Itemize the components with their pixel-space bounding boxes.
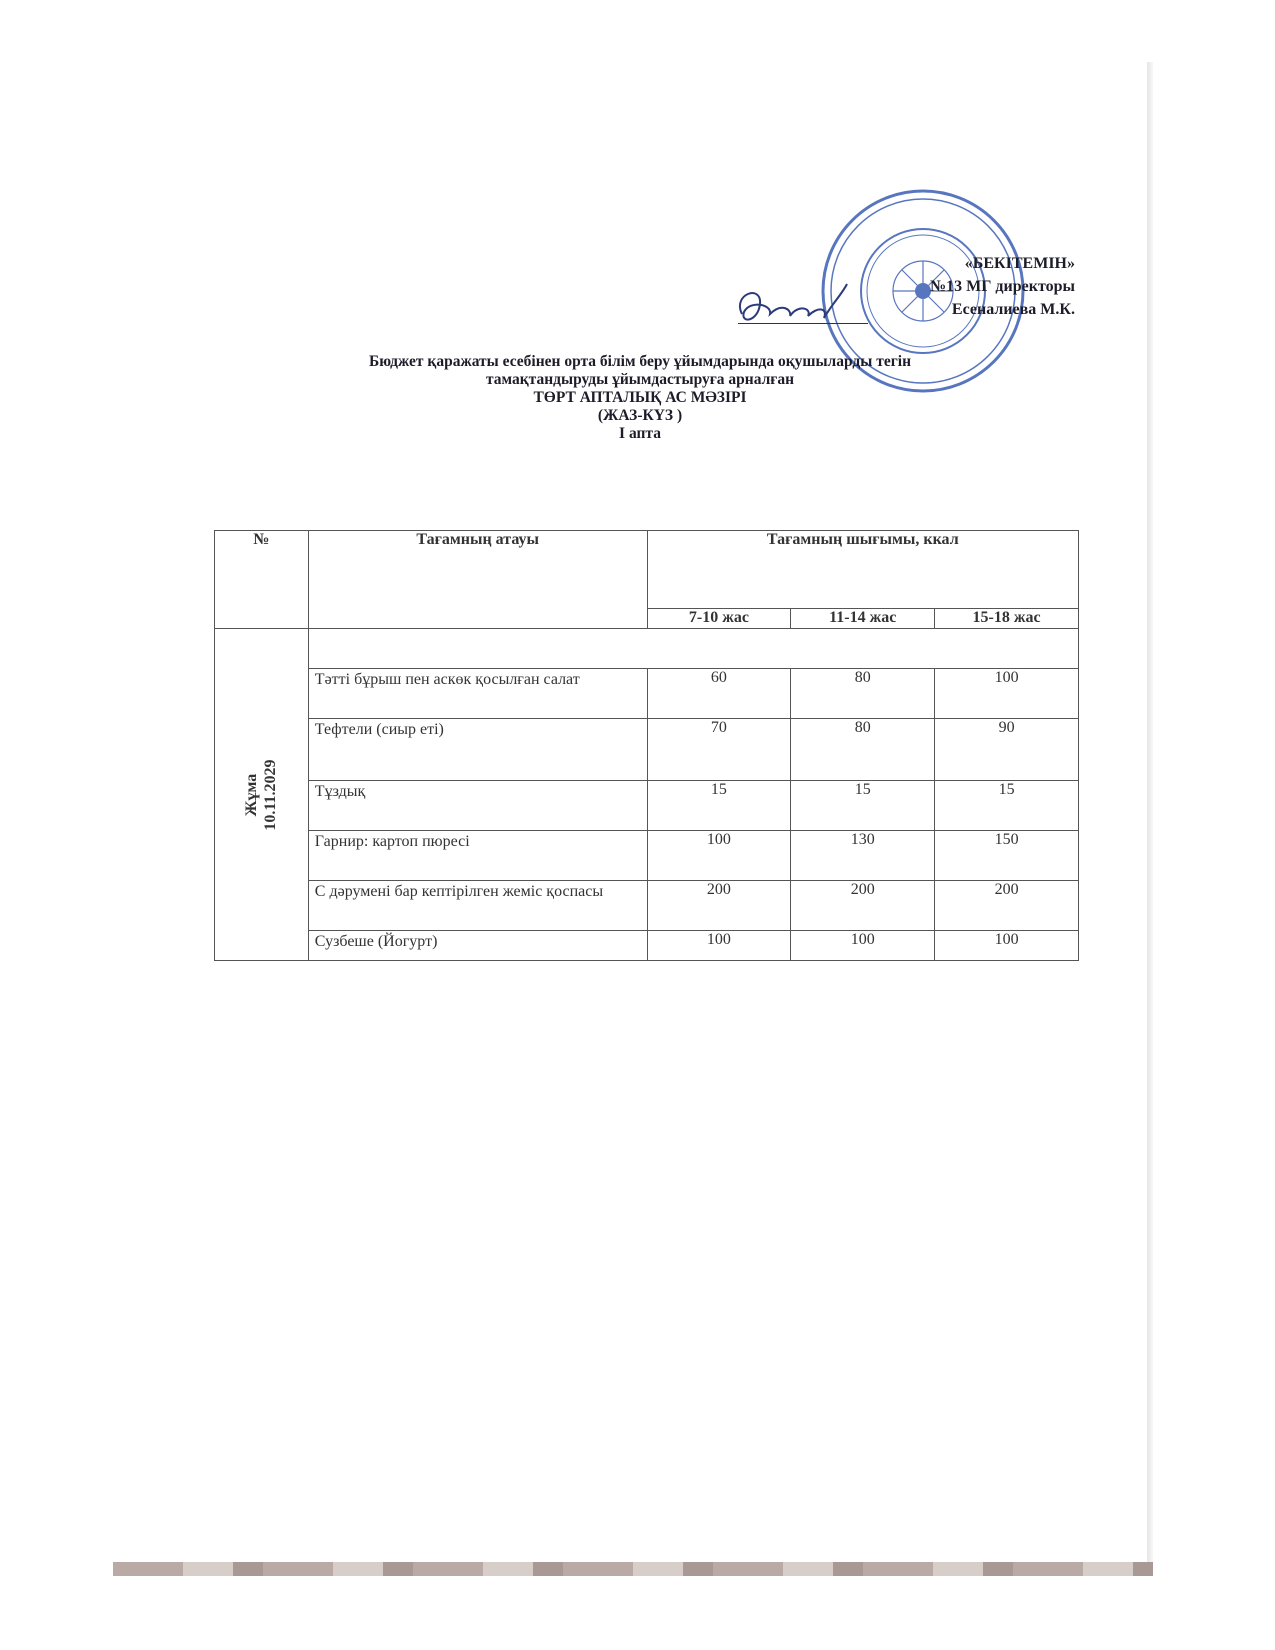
table-row (215, 781, 1079, 831)
heading-line-4: (ЖАЗ-КҮЗ ) (597, 407, 683, 424)
header-output: Тағамның шығымы, ккал (647, 531, 1078, 609)
document-heading (260, 353, 1020, 443)
kcal-11-14: 200 (791, 881, 935, 931)
kcal-7-10: 15 (647, 781, 791, 831)
header-dish-name: Тағамның атауы (308, 531, 647, 629)
kcal-7-10: 60 (647, 669, 791, 719)
spacer-row (308, 629, 1078, 669)
dish-name: Тәтті бұрыш пен аскөк қосылған салат (308, 669, 647, 719)
background-right (1153, 62, 1275, 1650)
dish-name: С дәрумені бар кептірілген жеміс қоспасы (308, 881, 647, 931)
dish-name: Гарнир: картоп пюресі (308, 831, 647, 881)
kcal-7-10: 70 (647, 719, 791, 781)
header-age-7-10: 7-10 жас (647, 609, 791, 629)
day-name: Жұма (243, 773, 261, 816)
kcal-15-18: 90 (935, 719, 1079, 781)
approval-name: Есеналиева М.К. (951, 301, 1075, 318)
header-number: № (215, 531, 309, 629)
table-row (215, 931, 1079, 961)
heading-line-1: Бюджет қаражаты есебінен орта білім беру ұйымдарында оқушыларды тегін (368, 353, 912, 370)
kcal-15-18: 150 (935, 831, 1079, 881)
table-row (215, 669, 1079, 719)
heading-line-2: тамақтандыруды ұйымдастыруға арналған (485, 371, 795, 388)
menu-table (214, 530, 1079, 961)
director-signature (732, 274, 852, 334)
kcal-7-10: 100 (647, 931, 791, 961)
dish-name: Сузбеше (Йогурт) (308, 931, 647, 961)
heading-line-5: І апта (619, 425, 661, 442)
day-cell (215, 629, 309, 961)
dish-name: Тұздық (308, 781, 647, 831)
header-age-11-14: 11-14 жас (791, 609, 935, 629)
kcal-11-14: 130 (791, 831, 935, 881)
kcal-7-10: 200 (647, 881, 791, 931)
dish-name: Тефтели (сиыр еті) (308, 719, 647, 781)
kcal-15-18: 15 (935, 781, 1079, 831)
approval-title: «БЕКІТЕМІН» (964, 255, 1075, 272)
kcal-15-18: 100 (935, 669, 1079, 719)
header-age-15-18: 15-18 жас (935, 609, 1079, 629)
kcal-15-18: 100 (935, 931, 1079, 961)
table-row (215, 881, 1079, 931)
kcal-11-14: 15 (791, 781, 935, 831)
kcal-7-10: 100 (647, 831, 791, 881)
kcal-15-18: 200 (935, 881, 1079, 931)
approval-block (930, 252, 1075, 321)
heading-line-3: ТӨРТ АПТАЛЫҚ АС МӘЗІРІ (533, 389, 747, 406)
kcal-11-14: 80 (791, 669, 935, 719)
background-floor (113, 1562, 1153, 1576)
signature-line (738, 323, 868, 324)
table-row (215, 831, 1079, 881)
kcal-11-14: 80 (791, 719, 935, 781)
kcal-11-14: 100 (791, 931, 935, 961)
table-row (215, 719, 1079, 781)
day-date: 10.11.2029 (262, 758, 280, 831)
approval-position: №13 МГ директоры (930, 278, 1075, 295)
